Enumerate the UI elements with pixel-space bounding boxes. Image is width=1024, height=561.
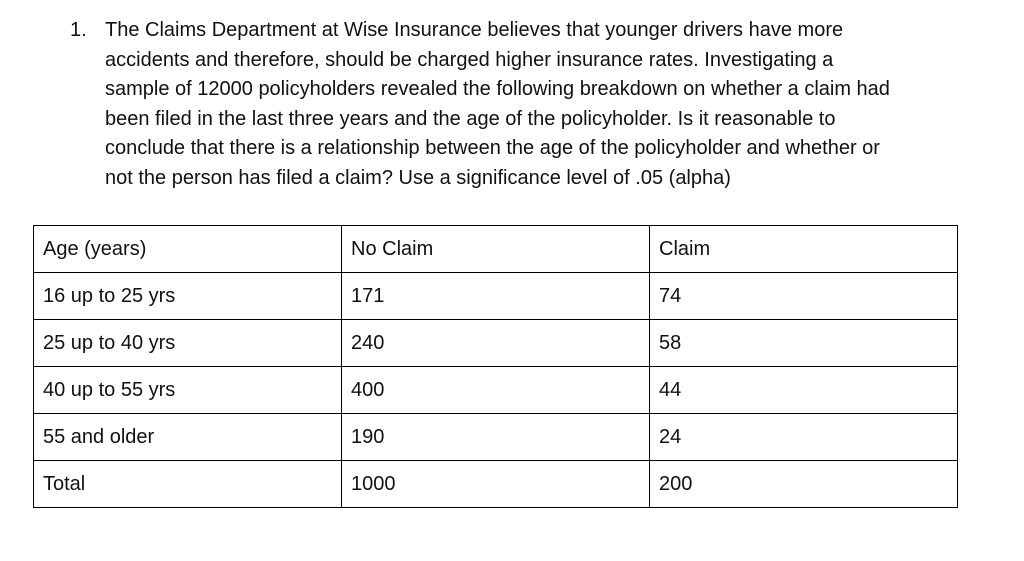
cell-claim: 24 xyxy=(650,414,958,461)
table-row xyxy=(34,273,958,320)
table-row xyxy=(34,320,958,367)
question-line: sample of 12000 policyholders revealed the following breakdown on whether a claim had xyxy=(105,78,890,101)
cell-no-claim: 171 xyxy=(342,273,650,320)
cell-no-claim: 190 xyxy=(342,414,650,461)
question-line: conclude that there is a relationship between the age of the policyholder and whether or xyxy=(105,137,880,160)
question-line: not the person has filed a claim? Use a significance level of .05 (alpha) xyxy=(105,166,731,189)
cell-age: 16 up to 25 yrs xyxy=(34,273,342,320)
cell-claim: 74 xyxy=(650,273,958,320)
cell-no-claim: 400 xyxy=(342,367,650,414)
question-number: 1. xyxy=(70,19,87,41)
cell-claim: 200 xyxy=(650,461,958,508)
cell-age: 25 up to 40 yrs xyxy=(34,320,342,367)
cell-age: Total xyxy=(34,461,342,508)
question-line: The Claims Department at Wise Insurance believes that younger drivers have more xyxy=(105,19,844,41)
cell-no-claim: 240 xyxy=(342,320,650,367)
question-line: accidents and therefore, should be charged higher insurance rates. Investigating a xyxy=(105,48,834,71)
cell-claim: 58 xyxy=(650,320,958,367)
table-total-row xyxy=(34,461,958,508)
cell-age: 55 and older xyxy=(34,414,342,461)
table-row xyxy=(34,367,958,414)
cell-no-claim: 1000 xyxy=(342,461,650,508)
header-claim: Claim xyxy=(650,226,958,273)
header-no-claim: No Claim xyxy=(342,226,650,273)
question-line: been filed in the last three years and the age of the policyholder. Is it reasonable to xyxy=(105,107,836,130)
question-text xyxy=(105,16,970,194)
cell-age: 40 up to 55 yrs xyxy=(34,367,342,414)
cell-claim: 44 xyxy=(650,367,958,414)
claims-table xyxy=(33,225,958,508)
table-header-row xyxy=(34,226,958,273)
question-block xyxy=(70,16,970,194)
header-age: Age (years) xyxy=(34,226,342,273)
table-row xyxy=(34,414,958,461)
